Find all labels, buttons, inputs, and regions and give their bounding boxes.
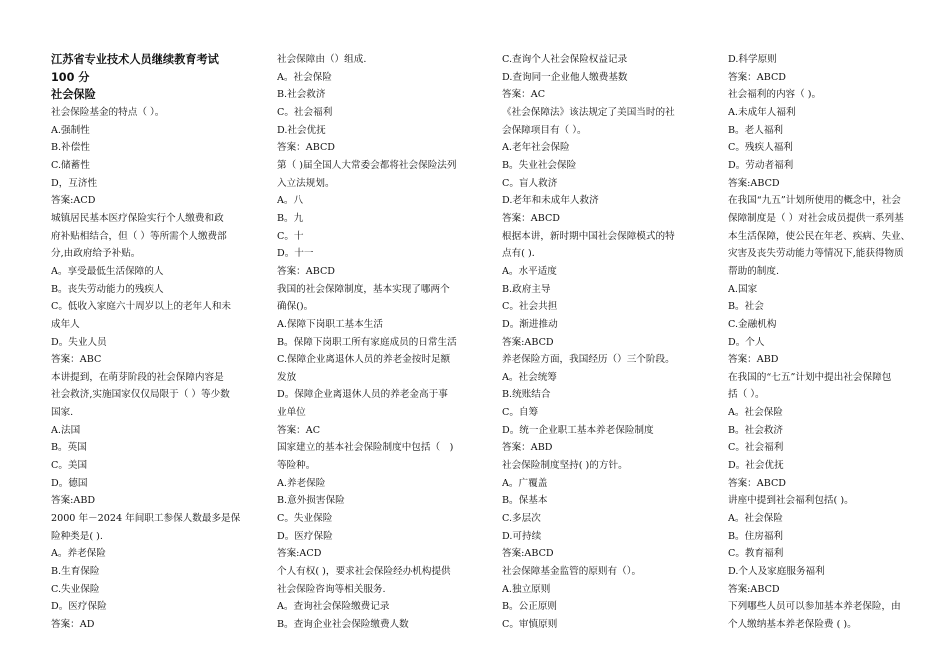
text-line: D.可持续 (502, 530, 542, 542)
text-line: A.独立原则 (502, 583, 551, 595)
text-line: B。社会救济 (728, 424, 784, 436)
text-line: 讲座中提到社会福利包括( )。 (728, 495, 854, 507)
text-line: D.个人及家庭服务福利 (728, 566, 825, 578)
text-line: B.生育保险 (51, 566, 100, 578)
text-line: B。住房福利 (728, 530, 784, 542)
text-line: 答案:ABCD (502, 548, 554, 560)
text-line: A。养老保险 (51, 548, 106, 560)
text-line: C。盲人救济 (502, 177, 558, 189)
text-line: C。十 (277, 230, 304, 242)
title-line: 江苏省专业技术人员继续教育考试 (51, 53, 219, 66)
text-column-4 (728, 51, 928, 634)
text-line: 答案:ACD (51, 195, 96, 207)
text-line: 答案：ABCD (728, 477, 786, 489)
text-line: 成年人 (51, 318, 80, 330)
text-line: 答案：ABCD (502, 212, 560, 224)
text-line: 答案：ABD (502, 442, 553, 454)
text-line: 答案：AC (502, 89, 546, 101)
text-line: B。丧失劳动能力的残疾人 (51, 283, 164, 295)
text-line: 答案:ABD (51, 495, 96, 507)
text-line: 答案：ABC (51, 354, 102, 366)
text-line: C.保障企业离退休人员的养老金按时足额 (277, 354, 451, 366)
text-line: 国家建立的基本社会保险制度中包括（ ) (277, 442, 454, 454)
text-line: 保障制度是（ ）对社会成员提供一系列基 (728, 212, 904, 224)
text-line: C。低收入家庭六十周岁以上的老年人和未 (51, 301, 232, 313)
text-line: B.政府主导 (502, 283, 551, 295)
text-line: A.保障下岗职工基本生活 (277, 318, 383, 330)
text-line: 养老保险方面，我国经历（）三个阶段。 (502, 354, 675, 366)
text-line: D。保障企业离退休人员的养老金高于事 (277, 389, 448, 401)
text-line: A。社会统筹 (502, 371, 557, 383)
text-line: A。查询社会保险缴费记录 (277, 601, 390, 613)
text-line: 在我国“九五”计划所使用的概念中，社会 (728, 195, 901, 207)
text-line: 发放 (277, 371, 297, 383)
text-line: C.查询个人社会保险权益记录 (502, 54, 628, 65)
text-line: 社会保险基金的特点（ ）。 (51, 106, 165, 118)
text-line: D。十一 (277, 248, 314, 260)
text-line: 业单位 (277, 407, 306, 419)
text-line: 答案：ABD (728, 354, 779, 366)
text-line: A。社会保险 (728, 513, 783, 525)
text-line: D.社会优抚 (277, 124, 326, 136)
text-line: 答案:ABCD (728, 583, 780, 595)
text-line: 入立法规划。 (277, 177, 335, 189)
text-line: A.法国 (51, 424, 81, 436)
text-line: 答案:ABCD (728, 177, 780, 189)
text-line: 确保()。 (277, 301, 314, 313)
text-line: C。社会共担 (502, 301, 558, 313)
text-line: D。失业人员 (51, 336, 107, 348)
title-line: 100 分 (51, 70, 90, 84)
text-line: 点有( )． (502, 248, 542, 260)
text-line: A。八 (277, 195, 304, 207)
text-line: D.老年和未成年人救济 (502, 195, 599, 207)
text-line: C。失业保险 (277, 513, 333, 525)
text-line: 根据本讲，新时期中国社会保障模式的特 (502, 230, 675, 242)
text-line: 险种类是( ). (51, 530, 103, 542)
text-line: 个人有权( )，要求社会保险经办机构提供 (277, 566, 451, 578)
text-column-2 (277, 51, 477, 634)
text-line: B。老人福利 (728, 124, 784, 136)
text-line: B。查询企业社会保险缴费人数 (277, 619, 409, 630)
text-line: 社会福利的内容（ )。 (728, 89, 822, 101)
text-line: 答案:ACD (277, 548, 322, 560)
text-line: C.储蓄性 (51, 159, 90, 171)
text-line: 我国的社会保障制度，基本实现了哪两个 (277, 283, 450, 295)
text-line: C。社会福利 (277, 106, 333, 118)
text-line: A。社会保险 (277, 71, 332, 83)
text-line: B。英国 (51, 442, 87, 454)
text-line: C.失业保险 (51, 583, 100, 595)
text-line: 括（ ）。 (728, 389, 765, 401)
text-line: 灾害及丧失劳动能力等情况下,能获得物质 (728, 248, 904, 260)
text-line: A。水平适度 (502, 265, 557, 277)
text-line: 社会救济,实施国家仅仅局限于（ ）等少数 (51, 389, 230, 401)
text-line: 2000 年－2024 年间职工参保人数最多是保 (51, 513, 241, 525)
text-line: A.强制性 (51, 124, 90, 136)
text-line: B.意外损害保险 (277, 495, 345, 507)
text-line: 答案：AD (51, 619, 95, 630)
text-line: D，互济性 (51, 177, 98, 189)
text-column-1 (51, 51, 251, 634)
text-line: D。统一企业职工基本养老保险制度 (502, 424, 654, 436)
text-line: B。社会 (728, 301, 764, 313)
text-line: 答案：ABCD (277, 142, 335, 154)
text-line: C。残疾人福利 (728, 142, 793, 154)
text-line: C。社会福利 (728, 442, 784, 454)
text-line: 本讲提到，在萌芽阶段的社会保障内容是 (51, 371, 224, 383)
text-line: 分,由政府给予补贴。 (51, 248, 141, 260)
text-line: 第（ )届全国人大常委会都将社会保险法列 (277, 159, 457, 171)
text-line: 府补贴相结合，但（ ）等所需个人缴费部 (51, 230, 227, 242)
text-line: B.统账结合 (502, 389, 551, 401)
text-line: A。广覆盖 (502, 477, 548, 489)
text-line: 社会保障基金监管的原则有（）。 (502, 566, 642, 578)
text-line: 社会保障由（）组成. (277, 54, 367, 65)
text-line: B.补偿性 (51, 142, 90, 154)
text-line: 答案：ABCD (728, 71, 786, 83)
text-line: A.国家 (728, 283, 758, 295)
text-line: C。审慎原则 (502, 619, 558, 630)
text-line: A。享受最低生活保障的人 (51, 265, 164, 277)
text-line: B。公正原则 (502, 601, 558, 613)
text-line: B。失业社会保险 (502, 159, 577, 171)
text-line: C。自筹 (502, 407, 539, 419)
text-line: 国家. (51, 407, 74, 419)
text-line: 社会保险制度坚持( )的方针。 (502, 460, 628, 472)
text-line: 答案：ABCD (277, 265, 335, 277)
text-line: B.社会救济 (277, 89, 326, 101)
text-line: A.未成年人福利 (728, 106, 796, 118)
text-line: C。美国 (51, 460, 88, 472)
text-line: 答案:ABCD (502, 336, 554, 348)
text-line: A。社会保险 (728, 407, 783, 419)
text-line: 等险种。 (277, 460, 316, 472)
text-line: D。个人 (728, 336, 765, 348)
text-line: C.金融机构 (728, 318, 777, 330)
text-line: D。社会优抚 (728, 460, 784, 472)
text-line: 本生活保障，使公民在年老、疾病、失业、 (728, 230, 911, 242)
text-line: 在我国的“七五”计划中提出社会保障包 (728, 371, 892, 383)
text-line: 帮助的制度. (728, 265, 780, 277)
text-line: C.多层次 (502, 513, 541, 525)
title-line: 社会保险 (51, 88, 96, 102)
text-line: D。医疗保险 (277, 530, 333, 542)
text-line: 城镇居民基本医疗保险实行个人缴费和政 (51, 212, 224, 224)
text-line: 会保障项目有（ ）。 (502, 124, 587, 136)
text-line: B。九 (277, 212, 304, 224)
text-line: C。教育福利 (728, 548, 784, 560)
text-line: D.查询同一企业他人缴费基数 (502, 71, 628, 83)
text-line: B。保障下岗职工所有家庭成员的日常生活 (277, 336, 457, 348)
text-line: D。德国 (51, 477, 88, 489)
text-line: 下列哪些人员可以参加基本养老保险，由 (728, 601, 901, 613)
text-line: A.养老保险 (277, 477, 326, 489)
text-column-3 (502, 51, 702, 634)
text-line: 答案：AC (277, 424, 321, 436)
text-line: B。保基本 (502, 495, 548, 507)
text-line: A.老年社会保险 (502, 142, 570, 154)
text-line: D.科学原则 (728, 54, 777, 65)
text-line: D。医疗保险 (51, 601, 107, 613)
text-line: 社会保险咨询等相关服务. (277, 583, 386, 595)
text-line: 《社会保障法》该法规定了美国当时的社 (502, 106, 675, 118)
text-line: D。渐进推动 (502, 318, 558, 330)
text-line: D。劳动者福利 (728, 159, 794, 171)
text-line: 个人缴纳基本养老保险费 ( )。 (728, 619, 857, 630)
